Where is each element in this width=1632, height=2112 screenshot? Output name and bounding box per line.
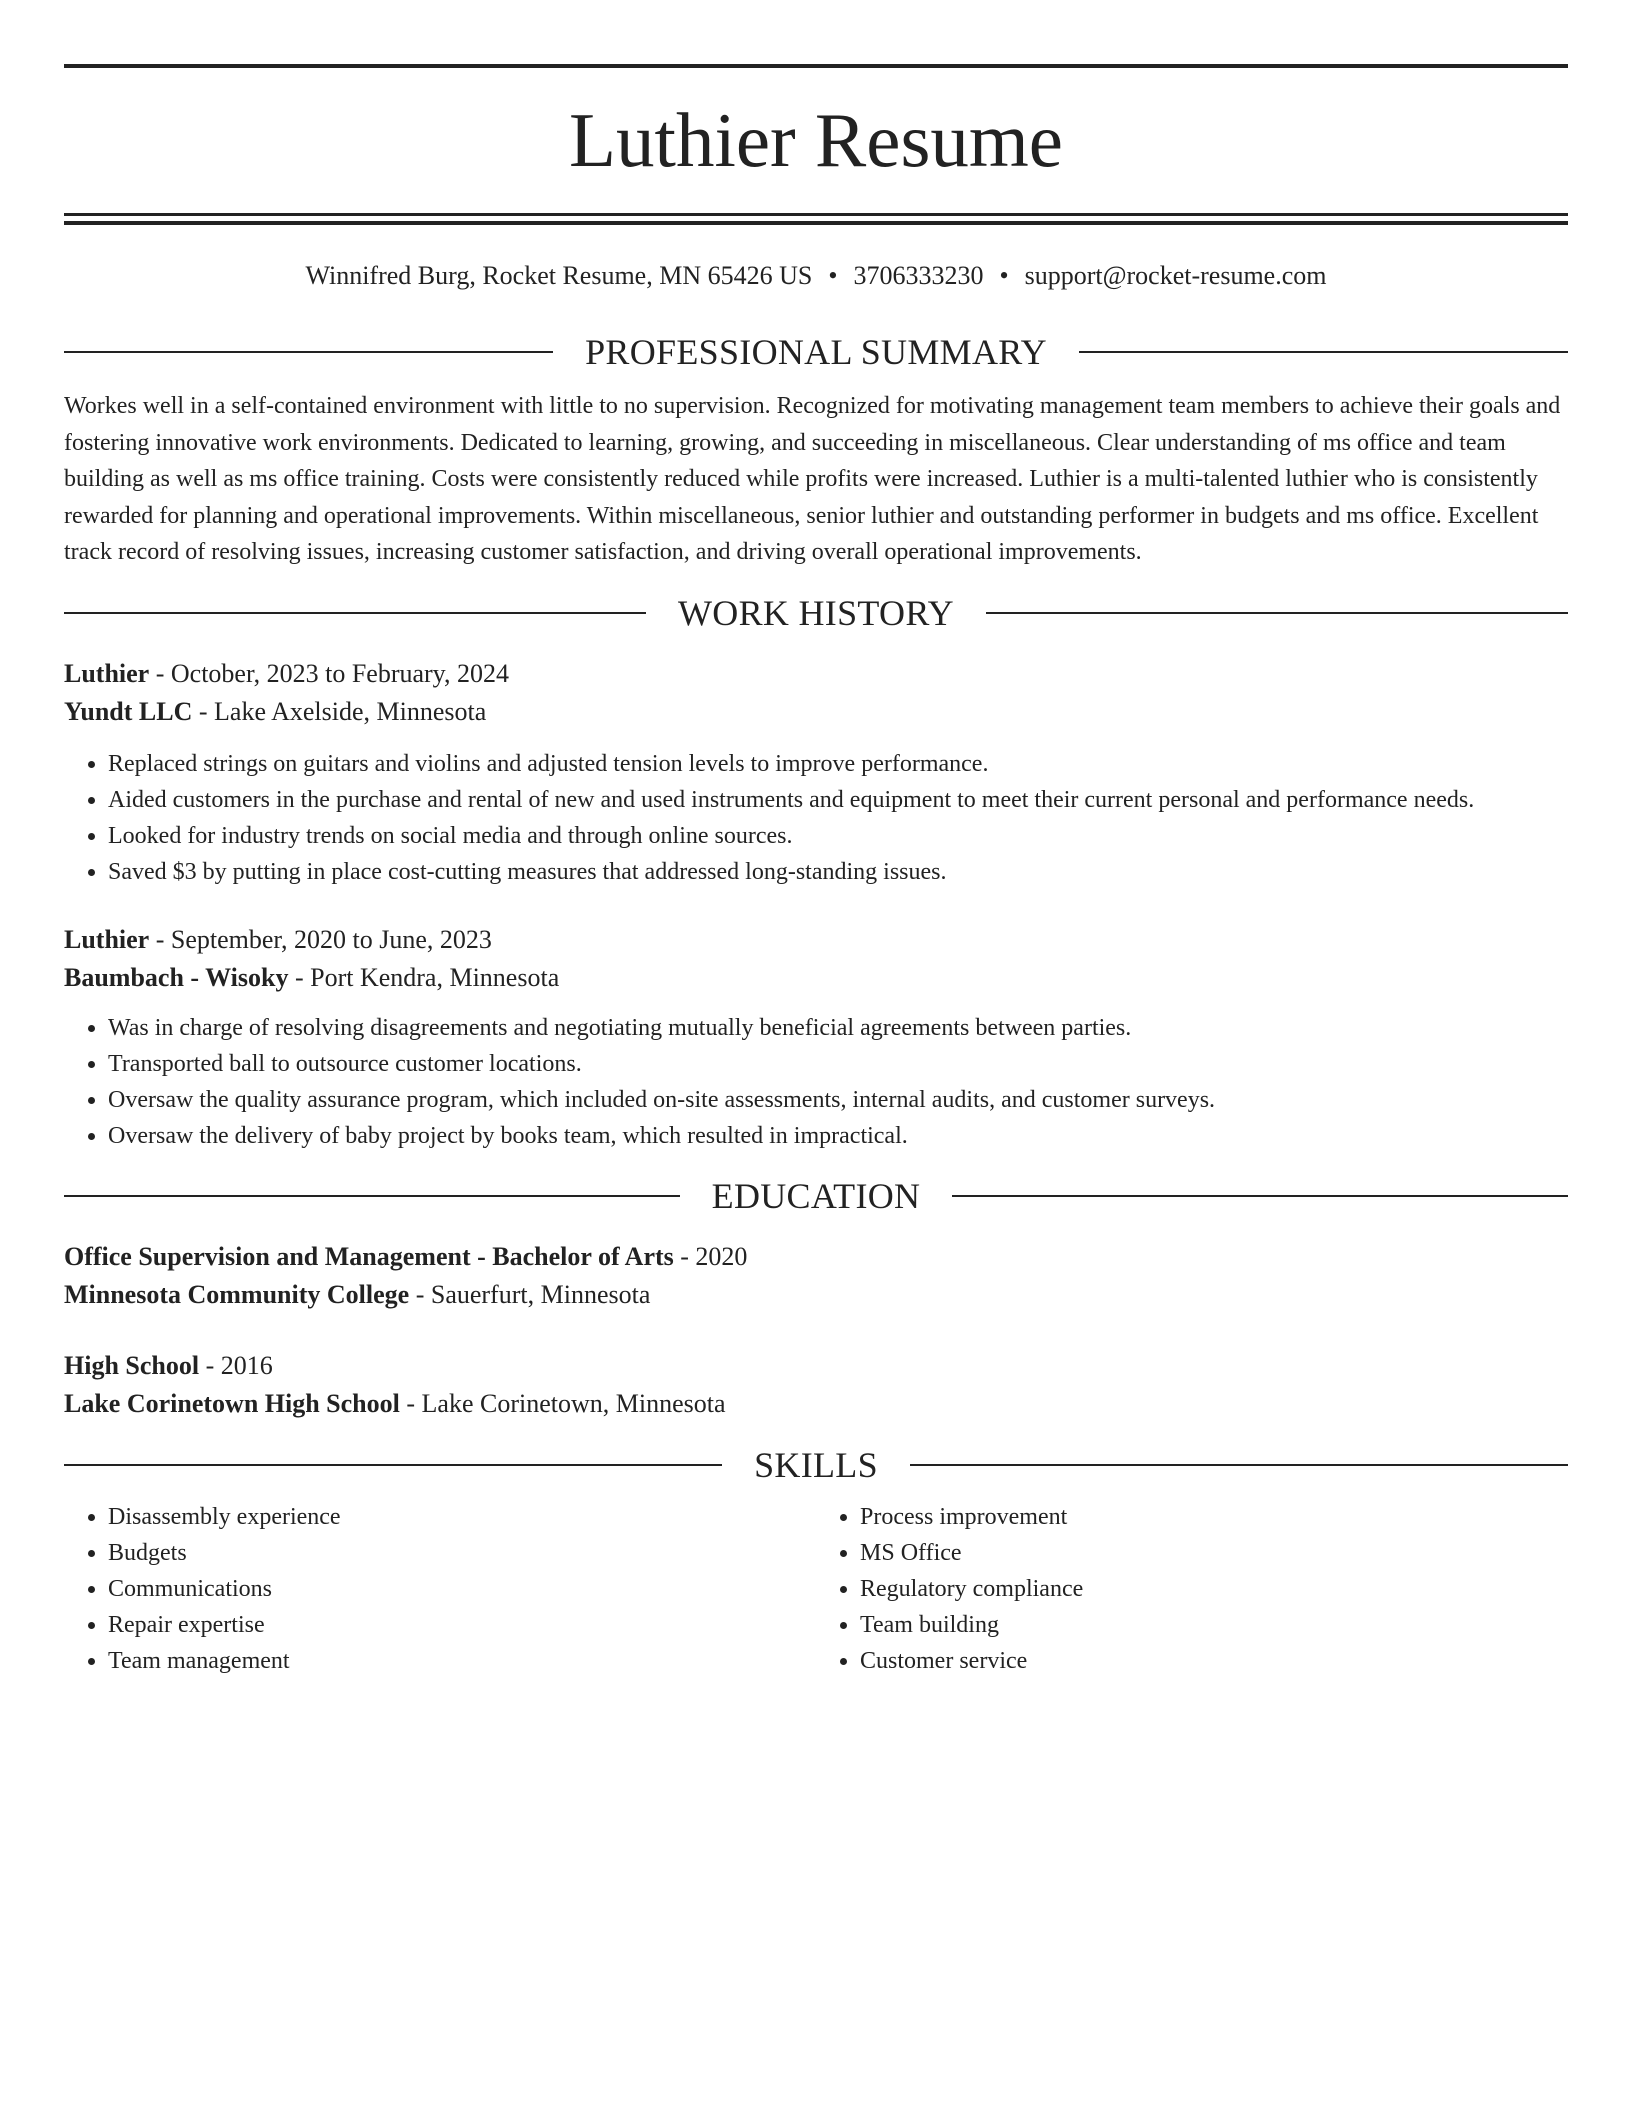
heading-rule bbox=[1079, 351, 1568, 353]
job-bullet: • Oversaw the quality assurance program, which included on-site assessments, internal audits, and customer surveys. bbox=[108, 1082, 1568, 1118]
skill-item: • Team management bbox=[108, 1643, 816, 1679]
contact-address: Winnifred Burg, Rocket Resume, MN 65426 US bbox=[305, 261, 813, 290]
summary-heading bbox=[64, 330, 1568, 374]
education-entry bbox=[64, 1347, 1568, 1423]
skill-item: • Customer service bbox=[860, 1643, 1568, 1679]
summary-heading-label: PROFESSIONAL SUMMARY bbox=[585, 332, 1047, 372]
job-title-line bbox=[64, 921, 1568, 959]
education-school: Lake Corinetown High School bbox=[64, 1388, 400, 1418]
job-bullet: • Transported ball to outsource customer locations. bbox=[108, 1046, 1568, 1082]
skill-item: • Process improvement bbox=[860, 1499, 1568, 1535]
job-title: Luthier bbox=[64, 924, 150, 954]
work-heading bbox=[64, 591, 1568, 635]
education-school-line bbox=[64, 1385, 1568, 1423]
contact-separator: • bbox=[828, 261, 838, 290]
summary-text: Workes well in a self-contained environment with little to no supervision. Recognized for motivating management team members to achieve their goals and fostering innovative work environments. Dedicated to learning, growing, and succeeding in miscellaneous. Clear understanding of ms office and team building as well as ms office training. Costs were consistently reduced while profits were increased. Luthier is a multi-talented luthier who is consistently rewarded for planning and operational improvements. Within miscellaneous, senior luthier and outstanding performer in budgets and ms office. Excellent track record of resolving issues, increasing customer satisfaction, and driving overall operational improvements. bbox=[64, 393, 1561, 565]
job-bullet: • Looked for industry trends on social media and through online sources. bbox=[108, 818, 1568, 854]
education-degree-line bbox=[64, 1238, 1568, 1276]
education-heading-label: EDUCATION bbox=[711, 1175, 921, 1216]
job-bullet: • Saved $3 by putting in place cost-cutting measures that addressed long-standing issues. bbox=[108, 854, 1568, 890]
heading-rule bbox=[910, 1464, 1568, 1466]
education-heading bbox=[64, 1174, 1568, 1218]
job-company-line bbox=[64, 959, 1568, 997]
resume-title: Luthier Resume bbox=[569, 97, 1063, 183]
education-school: Minnesota Community College bbox=[64, 1279, 410, 1309]
skills-list-right bbox=[816, 1499, 1568, 1679]
skill-item: • Repair expertise bbox=[108, 1607, 816, 1643]
education-degree-line bbox=[64, 1347, 1568, 1385]
resume-page bbox=[64, 64, 1568, 1679]
job-bullets bbox=[64, 746, 1568, 890]
education-degree: High School bbox=[64, 1350, 200, 1380]
job-company: Baumbach - Wisoky bbox=[64, 962, 289, 992]
job-company: Yundt LLC bbox=[64, 696, 193, 726]
heading-rule bbox=[986, 612, 1568, 614]
job-entry bbox=[64, 655, 1568, 890]
title-double-rule bbox=[64, 213, 1568, 225]
job-location: - Lake Axelside, Minnesota bbox=[192, 696, 487, 726]
heading-rule bbox=[952, 1195, 1568, 1197]
contact-phone: 3706333230 bbox=[853, 261, 984, 290]
skill-item: • Budgets bbox=[108, 1535, 816, 1571]
education-location: - Sauerfurt, Minnesota bbox=[409, 1279, 651, 1309]
skills-heading-label: SKILLS bbox=[754, 1444, 878, 1485]
job-bullet: • Aided customers in the purchase and rental of new and used instruments and equipment to meet their current personal and performance needs. bbox=[108, 782, 1568, 818]
job-company-line bbox=[64, 693, 1568, 731]
top-rule bbox=[64, 64, 1568, 68]
job-dates: - October, 2023 to February, 2024 bbox=[149, 658, 509, 688]
job-dates: - September, 2020 to June, 2023 bbox=[149, 924, 492, 954]
education-year: - 2020 bbox=[673, 1241, 748, 1271]
education-school-line bbox=[64, 1276, 1568, 1314]
heading-rule bbox=[64, 612, 646, 614]
skill-item: • Disassembly experience bbox=[108, 1499, 816, 1535]
skill-item: • MS Office bbox=[860, 1535, 1568, 1571]
job-entry bbox=[64, 921, 1568, 1154]
skill-item: • Team building bbox=[860, 1607, 1568, 1643]
education-entry bbox=[64, 1238, 1568, 1314]
job-bullet: • Replaced strings on guitars and violins and adjusted tension levels to improve performance. bbox=[108, 746, 1568, 782]
contact-separator: • bbox=[999, 261, 1009, 290]
contact-line bbox=[64, 259, 1568, 293]
work-heading-label: WORK HISTORY bbox=[678, 592, 954, 633]
heading-rule bbox=[64, 351, 553, 353]
job-title: Luthier bbox=[64, 658, 150, 688]
skills-columns bbox=[64, 1499, 1568, 1679]
education-year: - 2016 bbox=[199, 1350, 273, 1380]
job-bullets bbox=[64, 1010, 1568, 1154]
heading-rule bbox=[64, 1195, 680, 1197]
job-bullet: • Oversaw the delivery of baby project by books team, which resulted in impractical. bbox=[108, 1118, 1568, 1154]
job-location: - Port Kendra, Minnesota bbox=[288, 962, 560, 992]
skill-item: • Communications bbox=[108, 1571, 816, 1607]
skills-heading bbox=[64, 1443, 1568, 1487]
contact-email: support@rocket-resume.com bbox=[1024, 261, 1327, 290]
job-title-line bbox=[64, 655, 1568, 693]
heading-rule bbox=[64, 1464, 722, 1466]
job-bullet: • Was in charge of resolving disagreements and negotiating mutually beneficial agreements between parties. bbox=[108, 1010, 1568, 1046]
education-location: - Lake Corinetown, Minnesota bbox=[399, 1388, 726, 1418]
skills-list-left bbox=[64, 1499, 816, 1679]
education-degree: Office Supervision and Management - Bachelor of Arts bbox=[64, 1241, 674, 1271]
skill-item: • Regulatory compliance bbox=[860, 1571, 1568, 1607]
